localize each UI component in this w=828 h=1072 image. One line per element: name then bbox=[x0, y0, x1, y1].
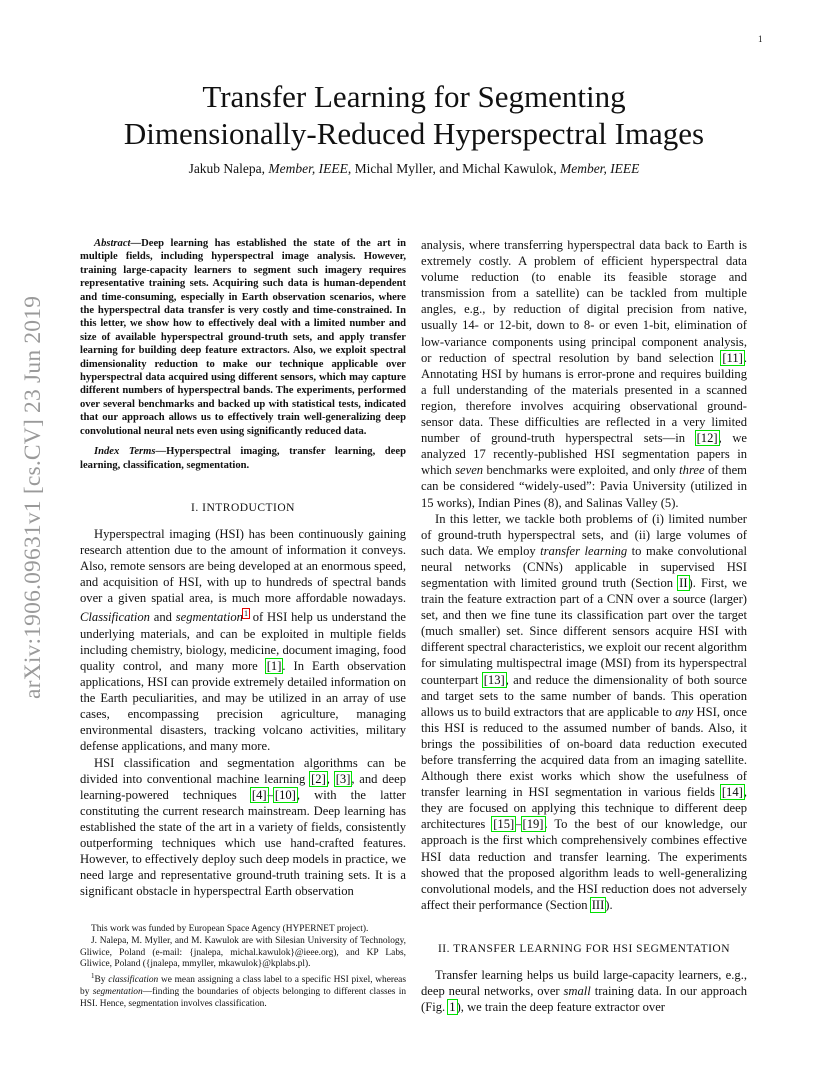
right-paragraph-1: analysis, where transferring hyperspectral data back to Earth is extremely costly. A problem of efficient hyperspectral data volume reduction (to enable its feasible storage and transmission from a satellite) can be tackled from multiple angles, e.g., by reduction of digital precision from native, usually 14- or 12-bit, down to 8- or even 1-bit, elimination of low-variance components using principal component analysis, or reduction of spectral resolution by band selection [11]. Annotating HSI by humans is error-prone and requires building a full understanding of the materials presented in a scanned region, therefore involves acquiring observational ground-sensor data. These difficulties are reflected in a very limited number of ground-truth hyperspectral sets—in [12], we analyzed 17 recently-published HSI segmentation papers in which seven benchmarks were exploited, and only three of them can be considered “widely-used”: Pavia University (utilized in 15 works), Indian Pines (8), and Salinas Valley (5). bbox=[421, 238, 747, 510]
citation-4[interactable]: [4] bbox=[251, 787, 267, 802]
affiliation-note: J. Nalepa, M. Myller, and M. Kawulok are with Silesian University of Technology, Gliwice, Poland (e-mail: {jnalepa, michal.kawulok}@ieee.org), and KP Labs, Gliwice, Poland ({jnalepa, mmyller, mkawulok}@kplabs.pl). bbox=[80, 935, 406, 970]
section-link-3[interactable]: III bbox=[591, 897, 605, 912]
abstract-text: —Deep learning has established the state of the art in multiple fields, including hyperspectral image analysis. However, training large-capacity learners to segment such imagery requires representative training sets. Acquiring such data is human-dependent and time-consuming, especially in Earth observation scenarios, where the hyperspectral data transfer is very costly and time-constrained. In this letter, we show how to effectively deal with a limited number and size of available hyperspectral ground-truth sets, and apply transfer learning for building deep feature extractors. Also, we exploit spectral dimensionality reduction to make our technique applicable over hyperspectral data acquired using different sensors, which may capture different numbers of hyperspectral bands. The experiments, performed over several benchmarks and backed up with statistical tests, indicated that our approach allows us to effectively train well-generalizing deep convolutional neural nets even using significantly reduced data. bbox=[80, 238, 406, 437]
citation-12[interactable]: [12] bbox=[696, 431, 718, 446]
citation-19[interactable]: [19] bbox=[522, 817, 544, 832]
citation-3[interactable]: [3] bbox=[335, 771, 351, 786]
abstract bbox=[80, 237, 406, 438]
index-terms-lead: Index Terms bbox=[94, 446, 156, 458]
page-number: 1 bbox=[758, 34, 763, 44]
abstract-lead: Abstract bbox=[94, 238, 131, 249]
index-terms-text: —Hyperspectral imaging, transfer learning, deep learning, classification, segmentation. bbox=[80, 446, 406, 471]
right-column bbox=[421, 237, 747, 1015]
footnotes bbox=[80, 924, 406, 1011]
section-link-2[interactable]: II bbox=[679, 575, 688, 590]
index-terms bbox=[80, 445, 406, 472]
paper-title bbox=[60, 78, 768, 152]
citation-10[interactable]: [10] bbox=[274, 787, 296, 802]
footnote-1: $^1$By classification we mean assigning a class label to a specific HSI pixel, whereas by segmentation—finding the boundaries of objects belonging to different classes in HSI. Hence, segmentation involves classification. bbox=[80, 972, 407, 1009]
citation-14[interactable]: [14] bbox=[721, 785, 743, 800]
author-list bbox=[60, 161, 768, 177]
citation-2[interactable]: [2] bbox=[311, 771, 326, 786]
author-2-3: , Michal Myller, and Michal Kawulok, bbox=[347, 161, 560, 176]
author-1-role: Member, IEEE bbox=[268, 161, 348, 176]
arxiv-stamp[interactable]: arXiv:1906.09631v1 [cs.CV] 23 Jun 2019 bbox=[20, 295, 46, 699]
section2-paragraph-1: Transfer learning helps us build large-capacity learners, e.g., deep neural networks, over small training data. In our approach (Fig. 1), we train the deep feature extractor over bbox=[421, 968, 748, 1015]
footnote-link-1[interactable]: 1 bbox=[243, 609, 248, 619]
citation-1[interactable]: [1] bbox=[266, 658, 282, 673]
title-line-1: Transfer Learning for Segmenting bbox=[202, 79, 626, 114]
section-heading-transfer-learning: II. TRANSFER LEARNING FOR HSI SEGMENTATION bbox=[437, 942, 731, 955]
intro-paragraph-1: Hyperspectral imaging (HSI) has been continuously gaining research attention due to the amount of information it conveys. Also, remote sensors are being developed at an enormous speed, and acquisition of HSI, with up to hundreds of spectral bands over a given spatial area, is much more affordable nowadays. Classification and segmentation$^1$ of HSI help us understand the underlying materials, and can be exploited in multiple fields including chemistry, biology, medicine, document imaging, food quality control, and many more [1]. In Earth observation applications, HSI can provide extremely detailed information on the Earth peculiarities, and may be utilized in an array of use cases, encompassing precision agriculture, managing environmental disasters, tracking volcano activities, military defense applications, and many more. bbox=[80, 527, 407, 754]
author-3-role: Member, IEEE bbox=[559, 161, 640, 176]
author-1: Jakub Nalepa, bbox=[188, 161, 269, 176]
funding-note: This work was funded by European Space Agency (HYPERNET project). bbox=[91, 924, 369, 934]
section-heading-introduction: I. INTRODUCTION bbox=[191, 501, 295, 514]
intro-paragraph-2: HSI classification and segmentation algorithms can be divided into conventional machine learning [2], [3], and deep learning-powered techniques [4]–[10], with the latter constituting the current research mainstream. Deep learning has established the state of the art in a variety of fields, consistently outperforming techniques which use hand-crafted features. However, to effectively deploy such deep models in practice, we need large and representative ground-truth training sets. It is a significant obstacle in hyperspectral Earth observation bbox=[80, 755, 407, 899]
citation-15[interactable]: [15] bbox=[493, 817, 515, 832]
figure-link-1[interactable]: 1 bbox=[449, 1000, 456, 1015]
citation-11[interactable]: [11] bbox=[722, 350, 743, 365]
right-paragraph-2: In this letter, we tackle both problems of (i) limited number of ground-truth hyperspectral sets, and (ii) large volumes of such data. We employ transfer learning to make convolutional neural networks (CNNs) applicable in supervised HSI segmentation with limited ground truth (Section II). First, we train the feature extraction part of a CNN over a source (larger) set, and then we fine tune its classification part over the target (much smaller) set. Since different sensors acquire HSI with different spectral characteristics, we exploit our recent algorithm for simulating multispectral image (MSI) from its hyperspectral counterpart [13], and reduce the dimensionality of both source and target sets to the same number of bands. This operation allows us to build extractors that are applicable to any HSI, once this HSI is reduced to the assumed number of bands. Also, it brings the possibilities of on-board data reduction executed before transferring the acquired data from an imaging satellite. Although there exist works which show the usefulness of transfer learning in HSI segmentation in various fields [14], they are focused on applying this technique to different deep architectures [15]–[19]. To the best of our knowledge, our approach is the first which comprehensively combines effective HSI data reduction and transfer learning. The experiments showed that the proposed algorithm leads to well-generalizing convolutional models, and the HSI reduction does not adversely affect their performance (Section III). bbox=[421, 511, 747, 912]
left-column bbox=[80, 237, 406, 899]
citation-13[interactable]: [13] bbox=[483, 672, 505, 687]
title-line-2: Dimensionally-Reduced Hyperspectral Images bbox=[123, 116, 705, 151]
